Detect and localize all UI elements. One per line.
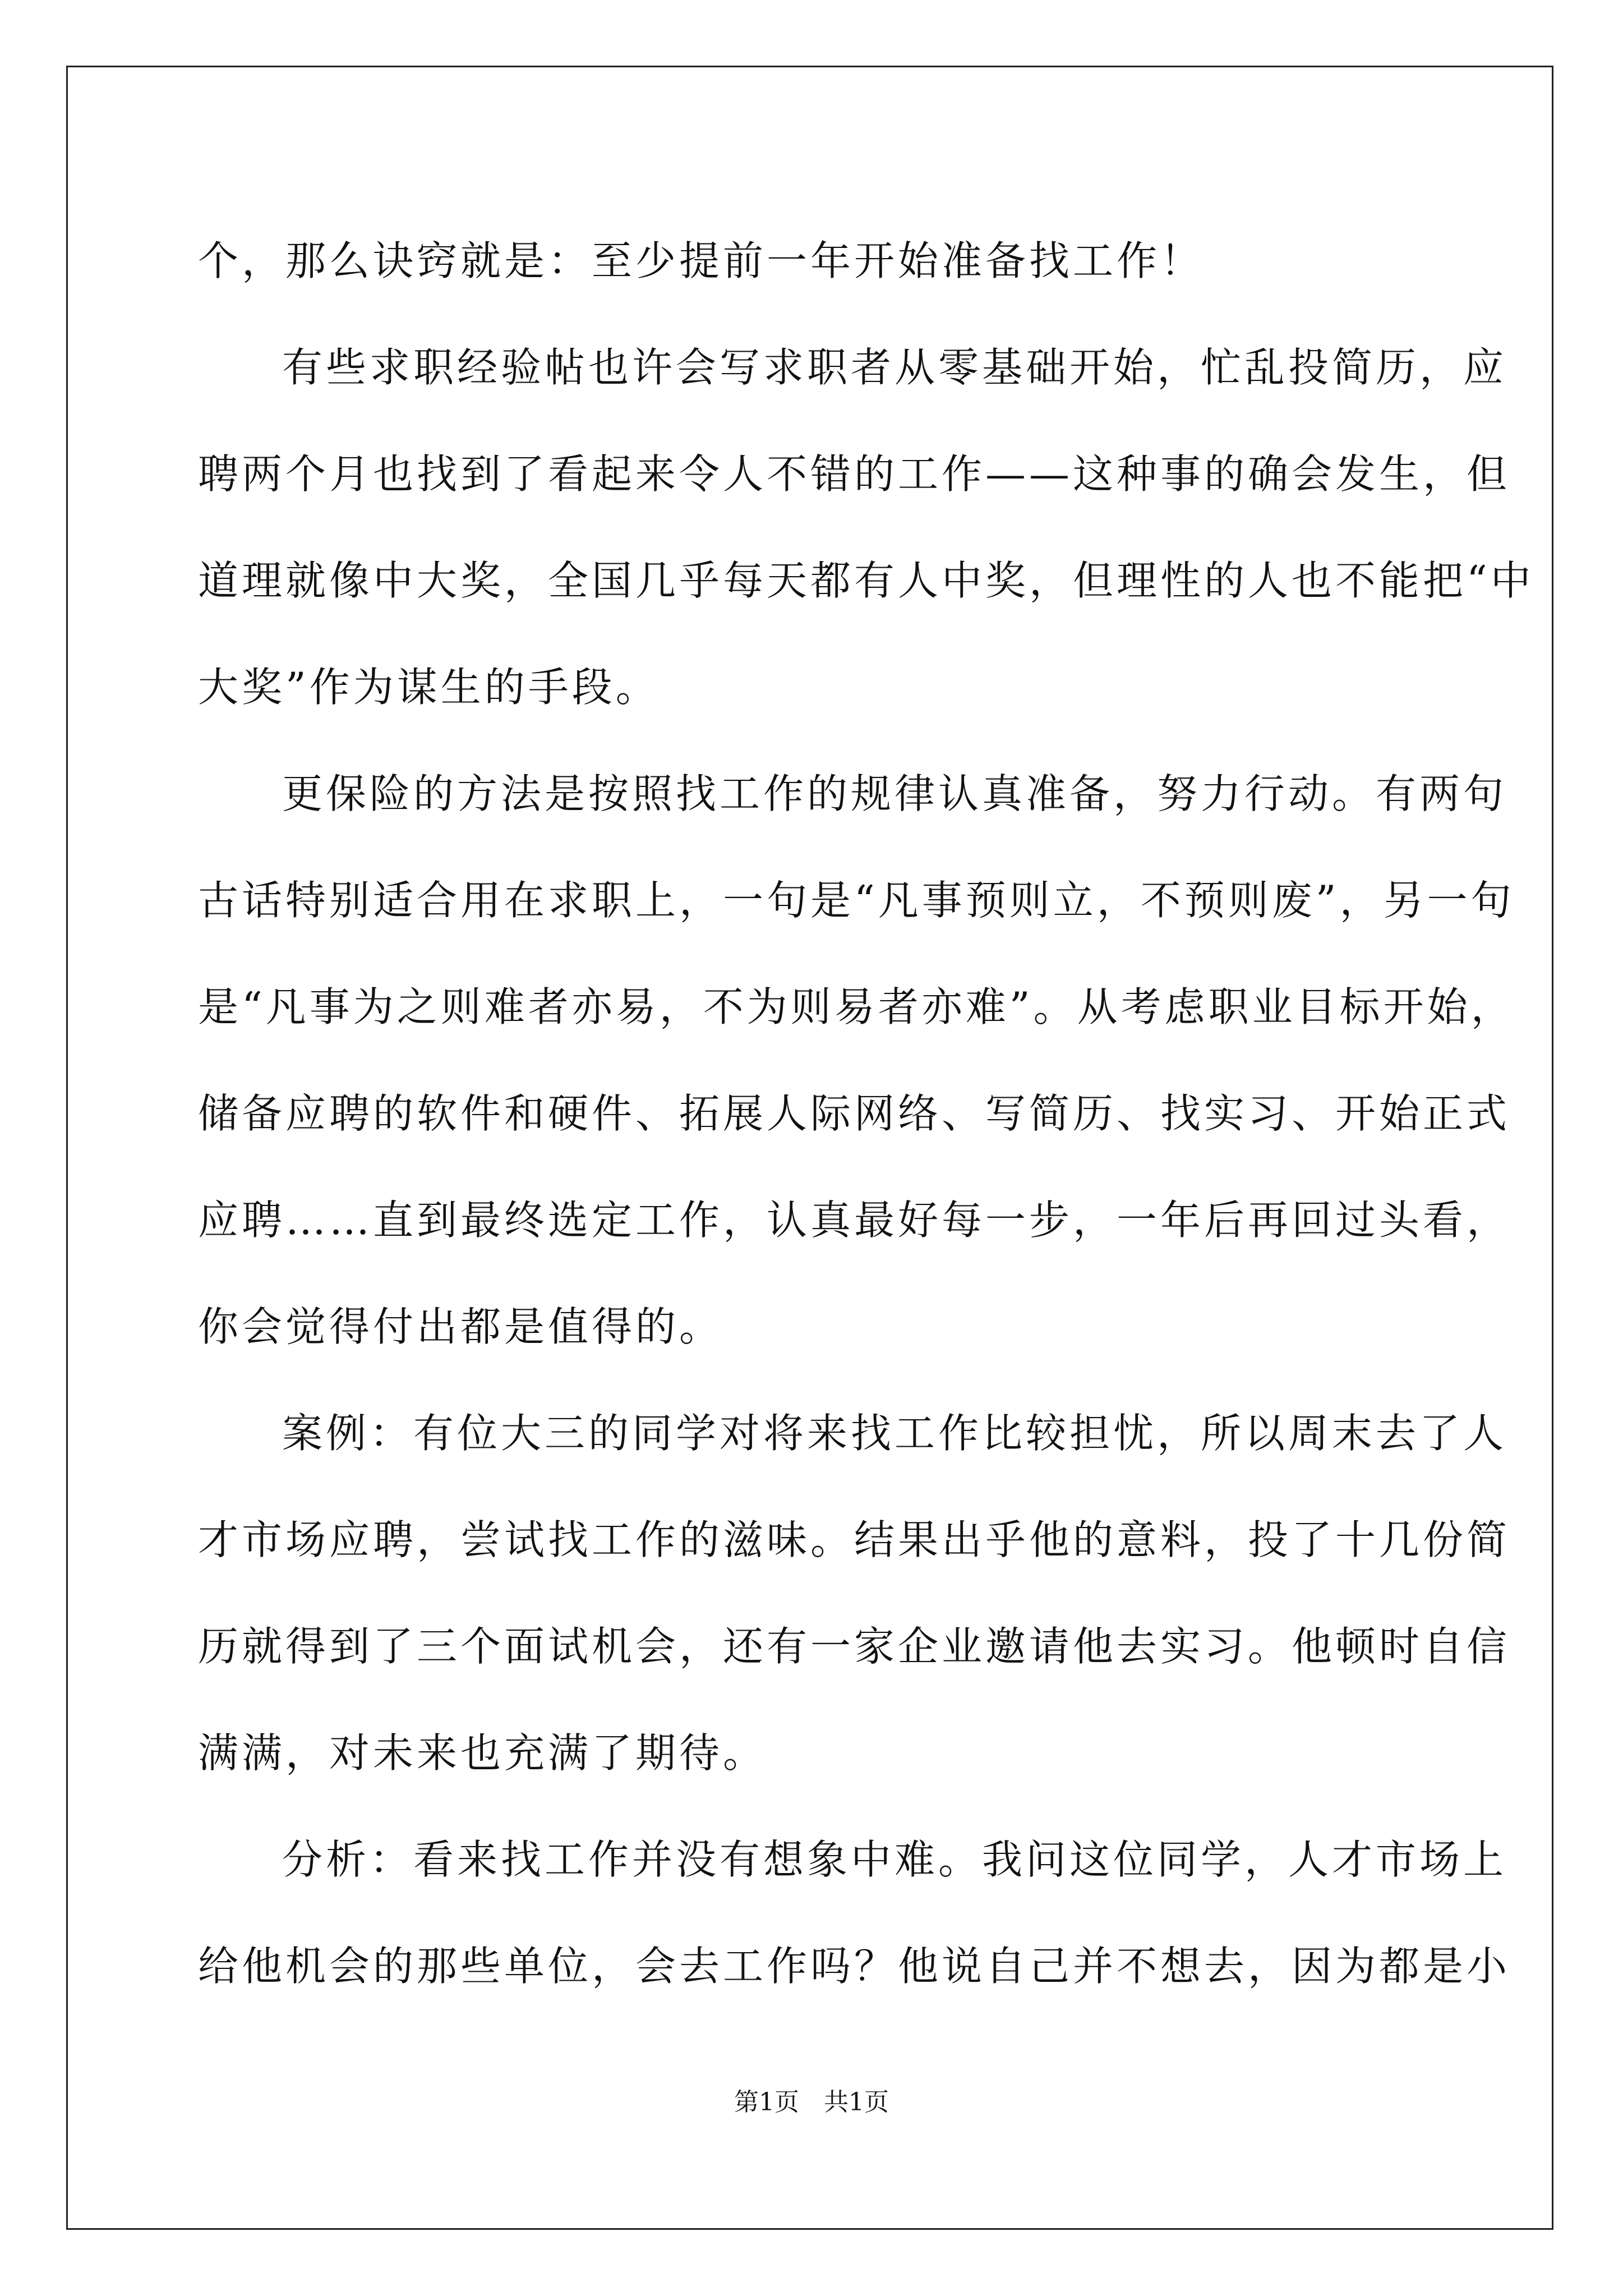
paragraph-start-line: 分析：看来找工作并没有想象中难。我问这位同学，人才市场上 [282, 1836, 1507, 1883]
document-body [198, 208, 1534, 2019]
text-line: 你会觉得付出都是值得的。 [198, 1303, 723, 1350]
text-line: 道理就像中大奖，全国几乎每天都有人中奖，但理性的人也不能把“中 [198, 557, 1534, 604]
text-line: 个，那么诀窍就是：至少提前一年开始准备找工作！ [198, 237, 1205, 284]
text-line: 历就得到了三个面试机会，还有一家企业邀请他去实习。他顿时自信 [198, 1623, 1511, 1670]
text-line: 满满，对未来也充满了期待。 [198, 1729, 767, 1777]
text-line: 储备应聘的软件和硬件、拓展人际网络、写简历、找实习、开始正式 [198, 1090, 1511, 1137]
text-line: 应聘……直到最终选定工作，认真最好每一步，一年后再回过头看， [198, 1197, 1511, 1244]
text-line: 聘两个月也找到了看起来令人不错的工作——这种事的确会发生，但 [198, 450, 1511, 498]
paragraph-start-line: 案例：有位大三的同学对将来找工作比较担忧，所以周末去了人 [282, 1410, 1507, 1457]
text-line: 大奖”作为谋生的手段。 [198, 664, 660, 711]
paragraph-start-line: 更保险的方法是按照找工作的规律认真准备，努力行动。有两句 [282, 770, 1507, 817]
text-line: 才市场应聘，尝试找工作的滋味。结果出乎他的意料，投了十几份简 [198, 1516, 1511, 1563]
text-line: 给他机会的那些单位，会去工作吗？他说自己并不想去，因为都是小 [198, 1943, 1511, 1990]
page-footer: 第1页 共1页 [734, 2088, 889, 2116]
text-line: 是“凡事为之则难者亦易，不为则易者亦难”。从考虑职业目标开始， [198, 983, 1515, 1030]
text-line: 古话特别适合用在求职上，一句是“凡事预则立，不预则废”，另一句 [198, 877, 1515, 924]
paragraph-start-line: 有些求职经验帖也许会写求职者从零基础开始，忙乱投简历，应 [282, 344, 1507, 391]
